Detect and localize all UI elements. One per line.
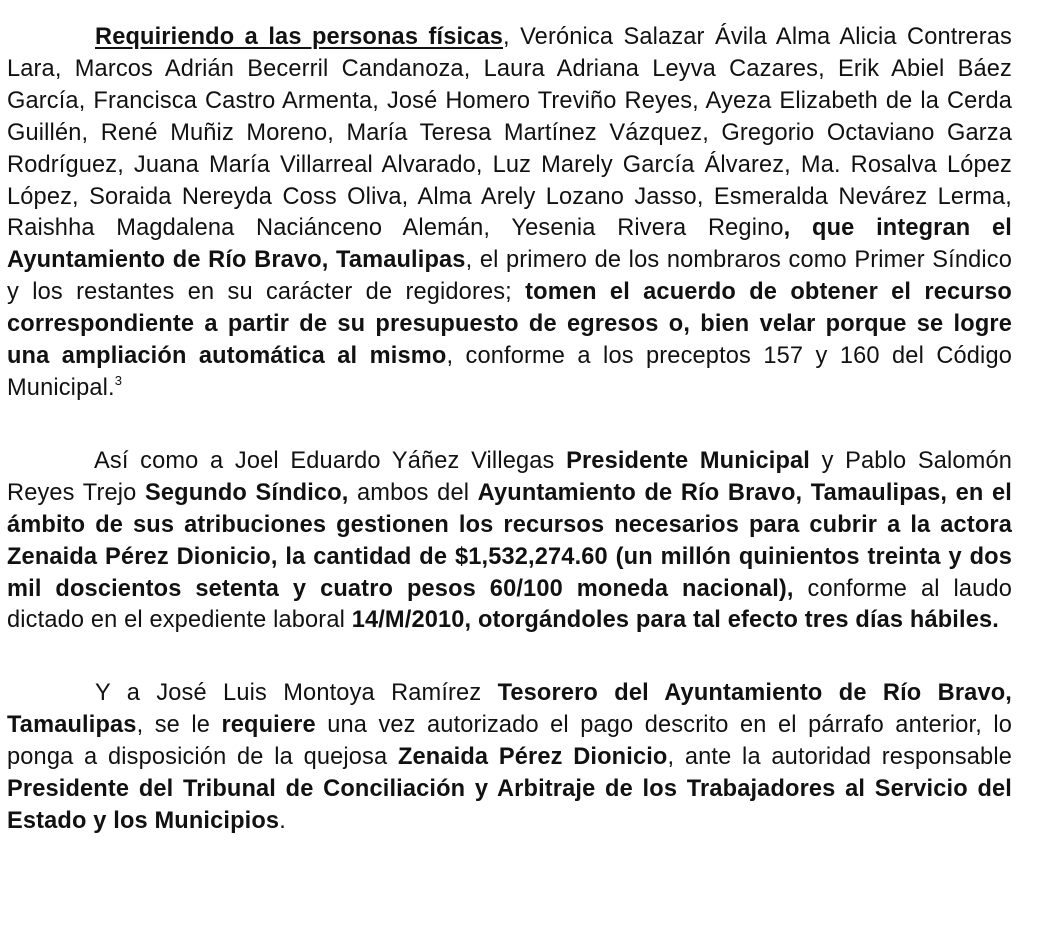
paragraph-presidente-sindico <box>7 446 1012 637</box>
document-page <box>7 22 1012 838</box>
requirement-lead: Requiriendo a las personas físicas <box>95 24 503 50</box>
both-text: ambos del <box>348 479 478 506</box>
council-member-names: , Verónica Salazar Ávila Alma Alicia Contreras Lara, Marcos Adrián Becerril Candanoza, Laura Adriana Leyva Cazares, Erik Abiel Báez García, Francisca Castro Armenta, José Homero Treviño Reyes, Ayeza Elizabeth de la Cerda Guillén, René Muñiz Moreno, María Teresa Martínez Vázquez, Gregorio Octaviano Garza Rodríguez, Juana María Villarreal Alvarado, Luz Marely García Álvarez, Ma. Rosalva López López, Soraida Nereyda Coss Oliva, Alma Arely Lozano Jasso, Esmeralda Nevárez Lerma, Raishha Magdalena Naciánceno Alemán, Yesenia Rivera Regino <box>7 24 1012 242</box>
treasurer-title: Tesorero del Ayuntamiento de Río Bravo, Tamaulipas <box>7 680 1012 739</box>
authorization-text: una vez autorizado el pago descrito en el párrafo anterior, lo ponga a disposición de la quejosa <box>7 712 1013 771</box>
president-title: Presidente Municipal <box>566 447 810 474</box>
complainant-name: Zenaida Pérez Dionicio <box>397 744 668 771</box>
requirement-word: requiere <box>221 712 316 739</box>
payment-management-text: Ayuntamiento de Río Bravo, Tamaulipas, en el ámbito de sus atribuciones gestionen los recursos necesarios para cubrir a la actora Zenaida Pérez Dionicio, la cantidad de $1,532,274.60 (un millón quinientos treinta y dos mil doscientos setenta y cuatro pesos 60/100 moneda nacional), <box>7 479 1012 602</box>
award-reference-text: conforme al laudo dictado en el expediente laboral <box>7 575 1013 634</box>
se-le-text: , se le <box>136 712 222 739</box>
paragraph-end: . <box>279 807 286 834</box>
second-sindico-title: Segundo Síndico, <box>144 479 349 506</box>
case-file-deadline: 14/M/2010, otorgándoles para tal efecto tres días hábiles. <box>351 607 999 634</box>
paragraph-requerimiento-regidores <box>7 22 1012 405</box>
ayuntamiento-reference: , que integran el Ayuntamiento de Río Bravo, Tamaulipas <box>7 215 1012 274</box>
tribunal-name: Presidente del Tribunal de Conciliación y Arbitraje de los Trabajadores al Servicio del Estado y los Municipios <box>7 776 1012 834</box>
paragraph-tesorero <box>7 678 1012 838</box>
appointment-text: , el primero de los nombraros como Primer Síndico y los restantes en su carácter de regidores; <box>7 247 1012 306</box>
budget-agreement-text: tomen el acuerdo de obtener el recurso correspondiente a partir de su presupuesto de egresos o, bien velar porque se logre una ampliación automática al mismo <box>7 279 1012 370</box>
footnote-marker: 3 <box>114 372 123 388</box>
president-intro: Así como a Joel Eduardo Yáñez Villegas <box>94 447 567 474</box>
treasurer-intro: Y a José Luis Montoya Ramírez <box>95 680 498 707</box>
authority-intro: , ante la autoridad responsable <box>667 744 1012 771</box>
legal-precepts-text: , conforme a los preceptos 157 y 160 del Código Municipal. <box>7 343 1012 401</box>
second-official-intro: y Pablo Salomón Reyes Trejo <box>7 447 1013 506</box>
